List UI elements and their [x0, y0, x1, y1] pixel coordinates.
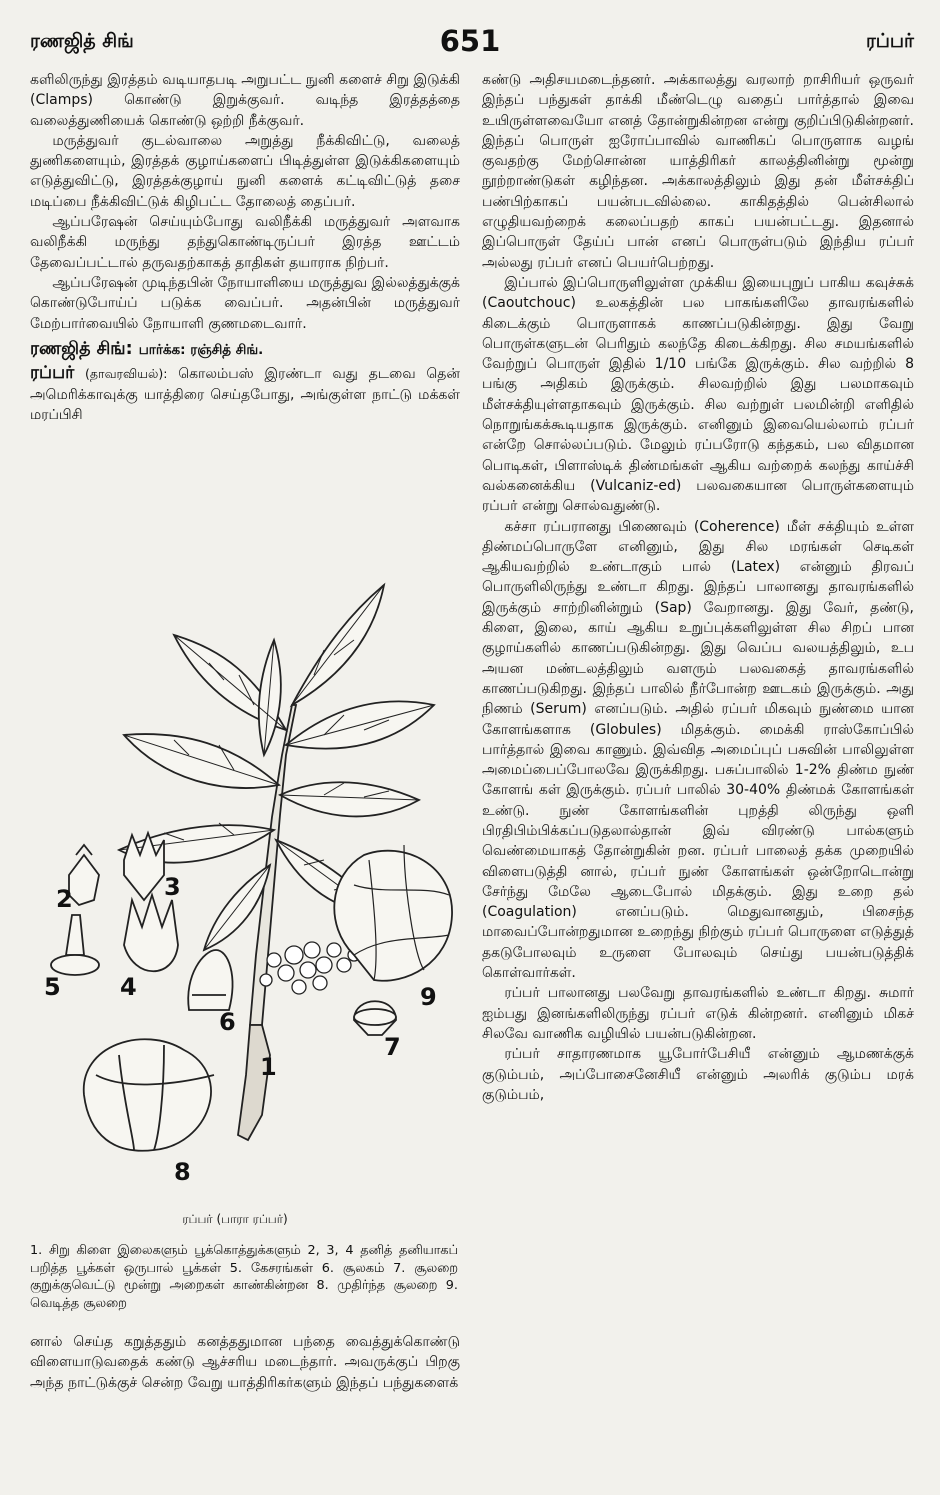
- stamens-5: [66, 915, 84, 955]
- fig-label-1: 1: [260, 1053, 277, 1081]
- fig-label-9: 9: [420, 983, 437, 1011]
- fig-label-6: 6: [219, 1008, 236, 1036]
- fig-label-2: 2: [56, 885, 73, 913]
- header-left-title: ரணஜித் சிங்: [30, 30, 134, 52]
- leaf: [259, 640, 281, 755]
- left-column-top: [30, 70, 460, 425]
- mature-capsule-8: [84, 1039, 211, 1151]
- page-number: 651: [439, 24, 501, 58]
- fig-label-3: 3: [164, 873, 181, 901]
- left-paragraph-4: ஆப்பரேஷன் முடிந்தபின் நோயாளியை மருத்துவ இல்லத்துக்குக் கொண்டுபோய்ப் படுக்க வைப்பர். அதன்பின் மருத்துவர் மேற்பார்வையில் நோயாளி குணமடைவார்.: [30, 274, 460, 332]
- fig-label-5: 5: [44, 973, 61, 1001]
- fig-label-8: 8: [174, 1158, 191, 1186]
- figure-legend: 1. சிறு கிளை இலைகளும் பூக்கொத்துக்களும் 2, 3, 4 தனித் தனியாகப் பறித்த பூக்கள் ஒருபால் பூக்கள் 5. கேசரங்கள் 6. சூலகம் 7. சூலறை குறுக்குவெட்டு மூன்று அறைகள் காண்கின்றன 8. முதிர்ந்த சூலறை 9. வெடித்த சூலறை: [30, 1243, 458, 1311]
- page-header: [22, 26, 918, 62]
- right-paragraph-3: கச்சா ரப்பரானது பிணைவும் (Coherence) மீள் சக்தியும் உள்ள திண்மப்பொருளே எனினும், இது சில மரங்கள் செடிகள் ஆகியவற்றில் உண்டாகும் பால் (Latex) என்னும் திரவப் பொருளிலிருந்து உண்டா கிறது. இந்தப் பாலானது தாவரங்களில் இருக்கும் சாற்றினின்றும் (Sap) வேறானது. இது வேர், தண்டு, கிளை, இலை, காய் ஆகிய உறுப்புக்களிலுள்ள சில சிறப் பான குழாய்களில் காணப்படுகின்றது. இது வெப்ப வலயத்திலும், உப அயன மண்டலத்திலும் வளரும் பலவகைத் தாவரங்களில் காணப்படுகிறது. இந்தப் பாலில் நீர்போன்ற ஊடகம் இருக்கும். அது நிணம் (Serum) எனப்படும். அதில் ரப்பர் மிகவும் நுண்மை யான கோளங்களாக (Globules) மிதக்கும். மைக்கி ராஸ்கோப்பில் பார்த்தால் இவை காணும். இவ்வித அமைப்புப் பசுவின் பாலிலுள்ள அமைப்பைப்போலவே இருக்கிறது. பசுப்பாலில் 1-2% திண்ம நுண் கோளங் கள் இருக்கும். ரப்பர் பாலில் 30-40% திண்மக் கோளங்கள் உண்டு. நுண் கோளங்களின் புறத்தி லிருந்து ஒளி பிரதிபிம்பிக்கப்படுதலால்தான் இவ் விரண்டு பால்களும் வெண்மையாகத் தோன்றுகின் றன. ரப்பர் பாலைத் தக்க முறையில் விளைபடுத்தி னால், ரப்பர் நுண் கோளங்கள் ஒன்றோடொன்று சேர்ந்து மேலே ஆடைபோல் மிதக்கும். இது உறை தல் (Coagulation) எனப்படும். மெதுவானதும், பிசைந்த மாவைப்போன்றதுமான உறைந்து நிற்கும் ரப்பர் பொருளை எடுத்துத் தகடுபோலவும் உருளை போலவும் செய்து பயன்படுத்திக் கொள்வார்கள்.: [482, 518, 914, 982]
- figure-caption: ரப்பர் (பாரா ரப்பர்): [182, 1212, 288, 1226]
- right-paragraph-4: ரப்பர் பாலானது பலவேறு தாவரங்களில் உண்டா கிறது. சுமார் ஐம்பது இனங்களிலிருந்து ரப்பர் எடுக் கின்றனர். எனினும் மிகச் சிலவே வாணிக வழியில் பயன்படுகின்றன.: [482, 985, 914, 1042]
- fig-label-4: 4: [120, 973, 137, 1001]
- flower-4: [124, 895, 178, 971]
- left-column-bottom: [30, 1332, 460, 1393]
- entry-rubber: [30, 362, 460, 426]
- right-column: [482, 70, 914, 1105]
- fig-label-7: 7: [384, 1033, 401, 1061]
- right-paragraph-5: ரப்பர் சாதாரணமாக யூபோர்பேசியீ என்னும் ஆமணக்குக் குடும்பம், அப்போசைனேசியீ என்னும் அலரிக் குடும்ப மரக் குடும்பம்,: [482, 1046, 914, 1103]
- right-paragraph-2: இப்பால் இப்பொருளிலுள்ள முக்கிய இயைபுறுப் பாகிய கவுச்சுக் (Caoutchouc) உலகத்தின் பல பாகங்களிலே தாவரங்களில் கிடைக்கும் பொருளாகக் காணப்படுகின்றது. இது வேறு பொருள்களுடன் பெரிதும் கலந்தே கிடைக்கிறது. சில சமயங்களில் வேற்றுப் பொருள் இதில் 1/10 பங்கே இருக்கும். சில வற்றில் 8 பங்கு அதிகம் இருக்கும். சிலவற்றில் இது பலமாகவும் மீள்சக்தியுள்ளதாகவும் இருக்கும். சில வற்றுள் பலமின்றி எளிதில் நொறுங்கக்கூடியதாக இருக்கும். எனினும் இவையெல்லாம் ரப்பர் என்றே சொல்லப்படும். மேலும் ரப்பரோடு கந்தகம், பல விதமான பொடிகள், பிளாஸ்டிக் திண்மங்கள் ஆகிய வற்றைக் கலந்து காய்ச்சி வல்கனைக்கிய (Vulcaniz-ed) பலவகையான பொருள்களையும் ரப்பர் என்று சொல்வதுண்டு.: [482, 274, 914, 515]
- left-paragraph-3: ஆப்பரேஷன் செய்யும்போது வலிநீக்கி மருத்துவர் அளவாக வலிநீக்கி மருந்து தந்துகொண்டிருப்பர் இரத்த ஊட்டம் தேவைப்பட்டால் தருவதற்காகத் தாதிகள் தயாராக நிற்பர்.: [30, 214, 460, 271]
- left-paragraph-5: னால் செய்த கறுத்ததும் கனத்ததுமான பந்தை வைத்துக்கொண்டு விளையாடுவதைக் கண்டு ஆச்சரிய மடைந்தார். அவருக்குப் பிறகு அந்த நாட்டுக்குச் சென்ற வேறு யாத்திரிகர்களும் இந்தப் பந்துகளைக்: [30, 1334, 460, 1391]
- rubber-plant-illustration: [24, 555, 460, 1205]
- left-paragraph-2: மருத்துவர் குடல்வாலை அறுத்து நீக்கிவிட்டு, வலைத் துணிகளையும், இரத்தக் குழாய்களைப் பிடித்துள்ள இடுக்கிகளையும் எடுத்துவிட்டு, இரத்தக்குழாய் நுனி களைக் கட்டிவிட்டுத் தசை மடிப்பை நீக்கிவிட்டுக் கிழிபட்ட தோலைத் தைப்பர்.: [30, 132, 460, 210]
- ovary-6: [188, 950, 232, 1010]
- right-paragraph-1: கண்டு அதிசயமடைந்தனர். அக்காலத்து வரலாற் றாசிரியர் ஒருவர் இந்தப் பந்துகள் தாக்கி மீண்டெழு வதைப் பார்த்தால் இவை உயிருள்ளவையோ எனத் தோன்றுகின்றன என்று குறிப்பிடுகின்றனர். இந்தப் பொருள் ஐரோப்பாவில் வாணிகப் பொருளாக வழங் குவதற்கு மேற்சொன்ன யாத்திரிகர் காலத்தினின்று மூன்று நூற்றாண்டுகள் கழிந்தன. அக்காலத்திலும் இது தன் மீள்சக்திப் பண்பிற்காகப் பயன்படவில்லை. காகிதத்தில் பென்சிலால் எழுதியவற்றைக் கலைப்பதற் காகப் பயன்பட்டது. இதனால் இப்பொருள் தேய்ப் பான் எனப் பொருள்படும் இந்திய ரப்பர் அல்லது ரப்பர் எனப் பெயர்பெற்றது.: [482, 72, 914, 271]
- header-right-title: ரப்பர்: [865, 30, 914, 52]
- entry-ranajit-singh: [30, 338, 460, 362]
- flower-2: [69, 855, 99, 905]
- entry-title: ரணஜித் சிங்:: [30, 338, 133, 359]
- entry-rubber-subject: (தாவரவியல்):: [85, 365, 168, 381]
- entry-rubber-text: கொலம்பஸ் இரண்டா வது தடவை தென் அமெரிக்காவுக்கு யாத்திரை செய்தபோது, அங்குள்ள நாட்டு மக்கள் மரப்பிசி: [30, 365, 461, 424]
- entry-see-also: பார்க்க: ரஞ்சித் சிங்.: [138, 341, 264, 358]
- entry-rubber-title: ரப்பர்: [30, 362, 75, 383]
- left-paragraph-1: களிலிருந்து இரத்தம் வடியாதபடி அறுபட்ட நுனி களைச் சிறு இடுக்கி (Clamps) கொண்டு இறுக்குவர். வடிந்த இரத்தத்தை வலைத்துணியைக் கொண்டு ஒற்றி நீக்குவர்.: [30, 72, 460, 129]
